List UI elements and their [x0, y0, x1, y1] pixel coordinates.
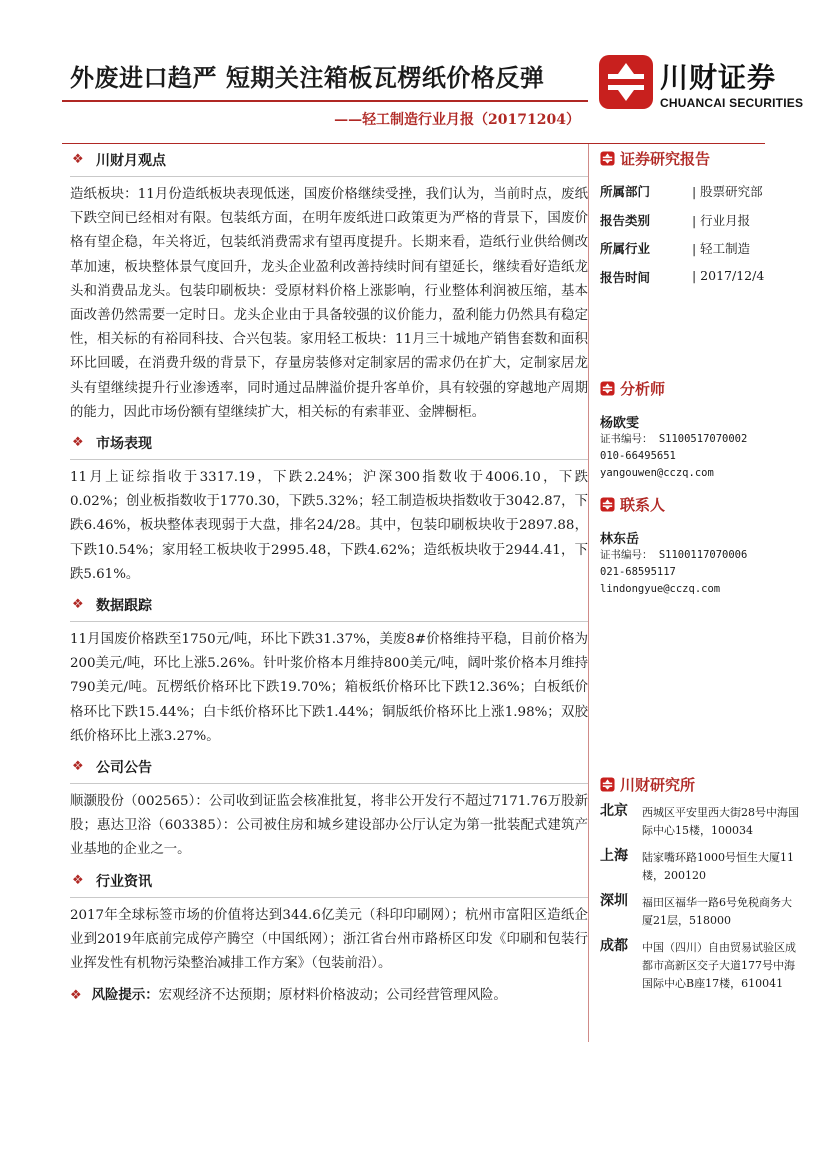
office-beijing	[600, 804, 800, 840]
section-title: 公司公告	[96, 760, 152, 777]
section-divider	[70, 176, 588, 177]
office-city: 深圳	[600, 893, 628, 909]
risk-label: 风险提示：	[91, 987, 159, 1004]
diamond-bullet-icon: ❖	[72, 872, 84, 888]
section-body: 11月上证综指收于3317.19，下跌2.24%；沪深300指数收于4006.10，下跌0.02%；创业板指数收于1770.30，下跌5.32%；轻工制造板块指数收于3042.87，下跌6.46%，板块整体表现弱于大盘，排名24/28。其中，包装印刷板块收于2897.88，下跌10.54%；家用轻工板块收于2995.48，下跌4.62%；造纸板块收于2944.41，下跌5.61%。	[70, 470, 588, 582]
analyst-cert: 证书编号： S1100517070002	[600, 433, 748, 445]
diamond-bullet-icon: ❖	[72, 152, 84, 167]
report-heading: 证券研究报告	[600, 148, 800, 170]
section-body: 2017年全球标签市场的价值将达到344.6亿美元（科印印刷网）；杭州市富阳区造纸企业到2019年底前完成停产腾空（中国纸网）；浙江省台州市路桥区印发《印刷和包装行业挥发性有机物污染整治减排工作方案》（包装前沿）。	[70, 907, 588, 972]
contact-phone: 021-68595117	[600, 566, 676, 578]
header-divider	[62, 143, 765, 144]
office-address: 中国（四川）自由贸易试验区成都市高新区交子大道177号中海国际中心B座17楼，610041	[642, 941, 796, 990]
title-divider	[62, 100, 588, 102]
logo-english-name: CHUANCAI SECURITIES	[660, 96, 804, 110]
contact-heading: 联系人	[600, 494, 800, 516]
section-market	[70, 431, 588, 587]
logo-chinese-name: 川财证券	[660, 61, 777, 94]
contact-name: 林东岳	[600, 532, 640, 547]
contact-email[interactable]: lindongyue@cczq.com	[600, 583, 721, 595]
office-shanghai	[600, 849, 800, 885]
analyst-phone: 010-66495651	[600, 450, 676, 462]
info-row-category: 报告类别 | 行业月报	[600, 212, 751, 228]
info-row-industry: 所属行业 | 轻工制造	[600, 241, 751, 256]
diamond-bullet-icon: ❖	[72, 435, 84, 451]
report-badge-icon	[600, 381, 615, 396]
section-body: 造纸板块：11月份造纸板块表现低迷，国废价格继续受挫，我们认为，当前时点，废纸下跌空间已经相对有限。包装纸方面，在明年废纸进口政策更为严格的背景下，国废价格有望企稳，年关将近，包装纸消费需求有望再度提升。长期来看，造纸行业供给侧改革加速，板块整体景气度回升，龙头企业盈利改善持续时间有望延长，继续看好造纸龙头和消费品龙头。包装印刷板块：受原材料价格上涨影响，行业整体利润被压缩，基本面改善仍然需要一定时日。龙头企业由于具备较强的议价能力，盈利能力仍然具有稳定性，相关标的有裕同科技、合兴包装。家用轻工板块：11月三十城地产销售套数和面积环比回暖，在消费升级的背景下，存量房装修对定制家居的需求仍在扩大，定制家居龙头有望继续提升行业渗透率，同时通过品牌溢价提升客单价，具有较强的穿越地产周期的能力，因此市场份额有望继续扩大，相关标的有索菲亚、金牌橱柜。	[70, 187, 588, 420]
sidebar	[600, 148, 800, 1002]
diamond-bullet-icon: ❖	[70, 988, 82, 1004]
diamond-bullet-icon: ❖	[72, 597, 84, 613]
contact-cert: 证书编号： S1100117070006	[600, 549, 748, 561]
section-divider	[70, 621, 588, 622]
office-address: 福田区福华一路6号免税商务大厦21层，518000	[642, 896, 792, 927]
section-announcements	[70, 755, 588, 863]
risk-text: 宏观经济不达预期；原材料价格波动；公司经营管理风险。	[158, 988, 507, 1004]
section-title: 川财月观点	[96, 153, 166, 169]
institute-heading: 川财研究所	[600, 774, 800, 796]
office-address: 陆家嘴环路1000号恒生大厦11楼，200120	[642, 851, 794, 882]
info-row-date: 报告时间 | 2017/12/4	[600, 267, 765, 285]
report-badge-icon	[600, 497, 615, 512]
report-title: 外废进口趋严 短期关注箱板瓦楞纸价格反弹	[70, 63, 545, 92]
report-subtitle: ——轻工制造行业月报（20171204）	[334, 112, 580, 128]
risk-warning	[70, 984, 588, 1007]
section-divider	[70, 897, 588, 898]
column-divider	[588, 144, 589, 1042]
analyst-heading: 分析师	[600, 378, 800, 400]
office-city: 成都	[600, 938, 628, 954]
section-viewpoint	[70, 148, 588, 425]
company-logo	[598, 54, 804, 112]
section-title: 市场表现	[96, 436, 152, 453]
office-address: 西城区平安里西大街28号中海国际中心15楼，100034	[642, 806, 799, 837]
section-body: 顺灏股份（002565）：公司收到证监会核准批复，将非公开发行不超过7171.76万股新股；惠达卫浴（603385）：公司被住房和城乡建设部办公厅认定为第一批装配式建筑产业基地的企业之一。	[70, 794, 588, 858]
report-badge-icon	[600, 151, 615, 166]
logo-mark-icon	[598, 54, 654, 110]
analyst-email[interactable]: yangouwen@cczq.com	[600, 467, 714, 479]
main-column	[70, 148, 588, 1007]
analyst-name: 杨欧雯	[600, 416, 640, 431]
info-row-department: 所属部门 | 股票研究部	[600, 184, 763, 199]
office-chengdu	[600, 939, 800, 993]
section-body: 11月国废价格跌至1750元/吨，环比下跌31.37%，美废8#价格维持平稳，目前价格为200美元/吨，环比上涨5.26%。针叶浆价格本月维持800美元/吨，阔叶浆价格本月维持790美元/吨。瓦楞纸价格环比下跌19.70%；箱板纸价格环比下跌12.36%；白板纸价格环比下跌15.44%；白卡纸价格环比下跌1.44%；铜版纸价格环比上涨1.98%；双胶纸价格环比上涨3.27%。	[70, 632, 588, 744]
section-title: 行业资讯	[96, 873, 152, 890]
section-divider	[70, 459, 588, 460]
report-badge-icon	[600, 777, 615, 792]
office-shenzhen	[600, 894, 800, 930]
section-data	[70, 593, 588, 749]
office-city: 上海	[600, 848, 628, 864]
section-title: 数据跟踪	[96, 598, 152, 615]
section-industry-news	[70, 869, 588, 977]
section-divider	[70, 783, 588, 784]
office-city: 北京	[600, 803, 628, 819]
diamond-bullet-icon: ❖	[72, 759, 84, 775]
